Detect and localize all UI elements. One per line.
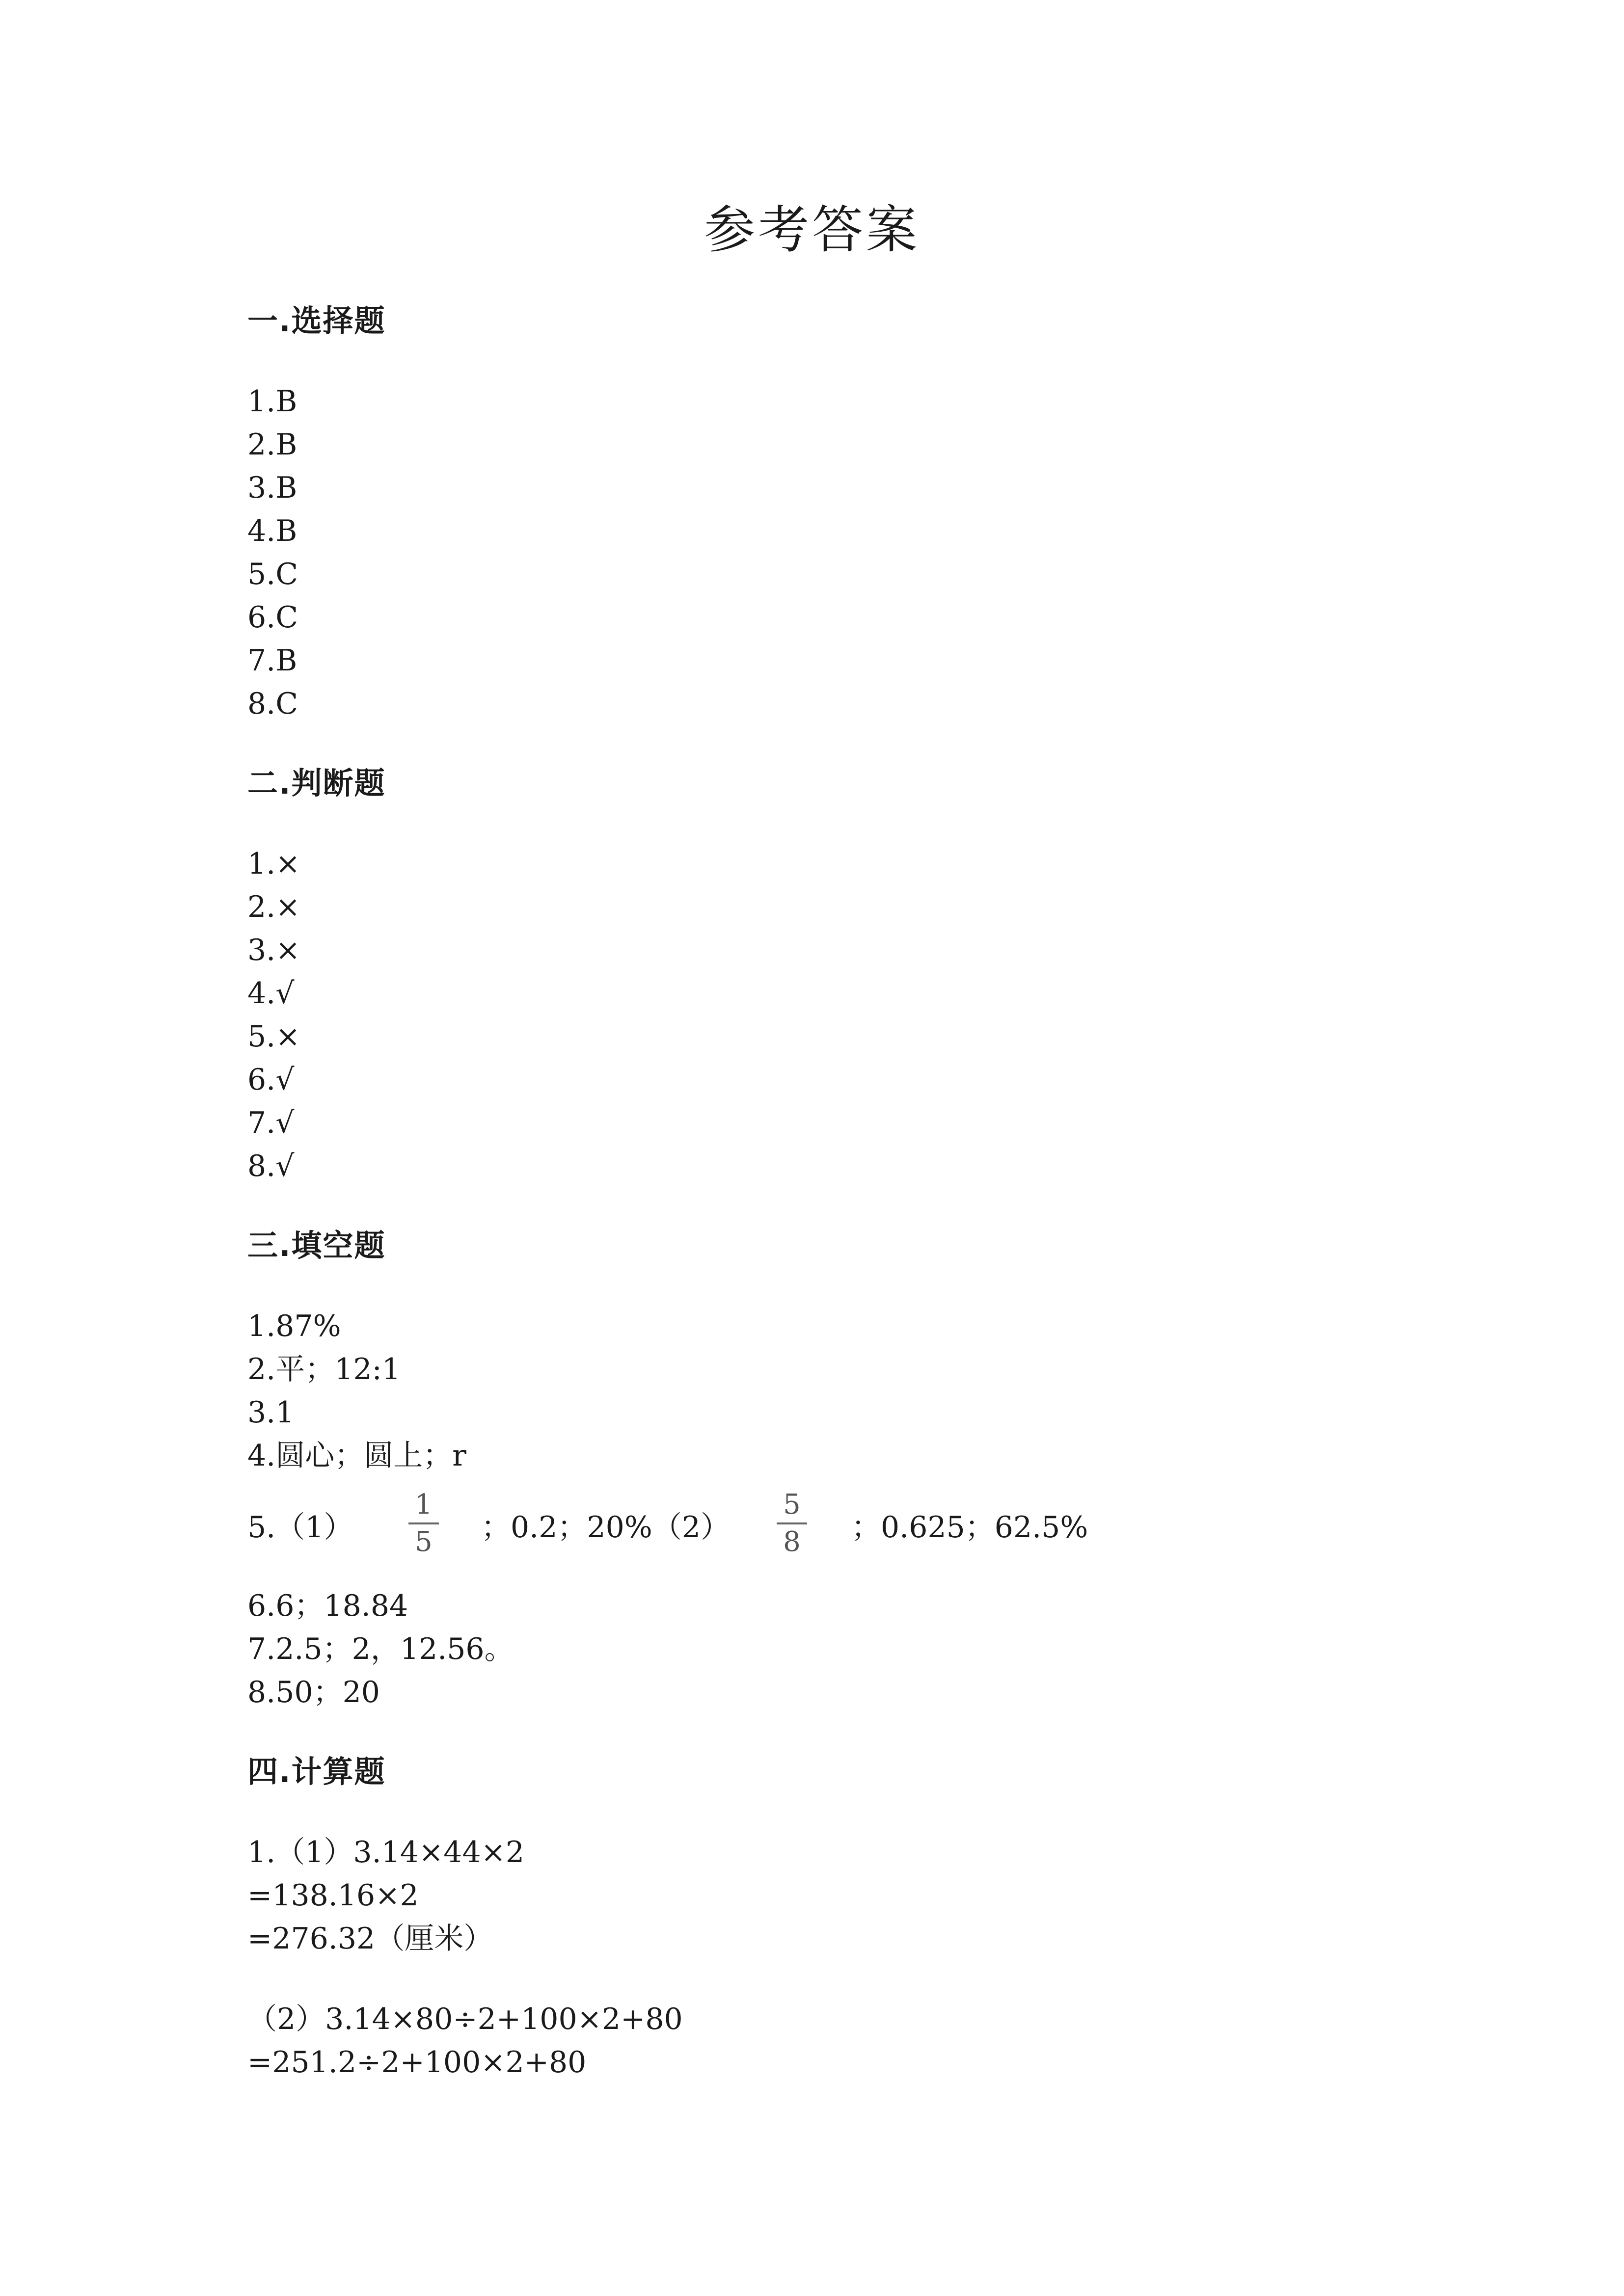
- answer-line: 1.×: [247, 847, 300, 881]
- calc-line: =138.16×2: [247, 1878, 419, 1913]
- fraction-bar: [777, 1522, 807, 1524]
- answer-line-middle: ；0.2；20%（2）: [481, 1510, 730, 1545]
- answer-line: 3.1: [247, 1395, 295, 1430]
- fraction-denominator: 5: [415, 1526, 433, 1558]
- answer-line: 5.×: [247, 1019, 300, 1054]
- calc-line: =251.2÷2+100×2+80: [247, 2045, 587, 2080]
- answer-line: 2.平；12:1: [247, 1352, 401, 1387]
- answer-line: 4.√: [247, 976, 295, 1011]
- answer-line: 8.√: [247, 1149, 295, 1183]
- fraction-denominator: 8: [783, 1526, 801, 1558]
- calc-line: =276.32（厘米）: [247, 1922, 493, 1956]
- answer-line: 2.B: [247, 427, 298, 462]
- fraction-bar: [408, 1522, 439, 1524]
- calc-line: 1.（1）3.14×44×2: [247, 1835, 525, 1869]
- fraction-numerator: 5: [783, 1489, 801, 1521]
- answer-line: 7.√: [247, 1106, 295, 1140]
- section-heading-judgment: 二.判断题: [247, 765, 386, 801]
- answer-line: 1.87%: [247, 1309, 341, 1343]
- answer-line: 7.2.5；2，12.56。: [247, 1632, 514, 1666]
- calc-line: （2）3.14×80÷2+100×2+80: [247, 2002, 683, 2036]
- fraction-one-fifth: [406, 1490, 441, 1557]
- section-heading-fill-blank: 三.填空题: [247, 1228, 386, 1263]
- page-title: 参考答案: [704, 200, 920, 260]
- answer-line: 4.圆心；圆上；r: [247, 1439, 466, 1473]
- answer-line: 3.×: [247, 933, 300, 967]
- answer-line: 8.50；20: [247, 1675, 380, 1709]
- answer-line: 3.B: [247, 471, 298, 505]
- answer-line: 1.B: [247, 384, 298, 419]
- answer-line: 7.B: [247, 643, 298, 678]
- answer-line: 8.C: [247, 687, 298, 721]
- section-heading-choice: 一.选择题: [247, 303, 386, 339]
- answer-line: 4.B: [247, 514, 298, 548]
- answer-line: 6.√: [247, 1063, 295, 1097]
- answer-line: 6.C: [247, 600, 298, 635]
- answer-line-prefix: 5.（1）: [247, 1510, 353, 1545]
- answer-line: 6.6；18.84: [247, 1589, 408, 1623]
- fraction-five-eighths: [775, 1490, 809, 1557]
- answer-line: 5.C: [247, 557, 298, 591]
- answer-line: 2.×: [247, 890, 300, 924]
- fraction-numerator: 1: [415, 1489, 433, 1521]
- answer-line-suffix: ；0.625；62.5%: [851, 1510, 1088, 1545]
- section-heading-calculation: 四.计算题: [247, 1754, 386, 1789]
